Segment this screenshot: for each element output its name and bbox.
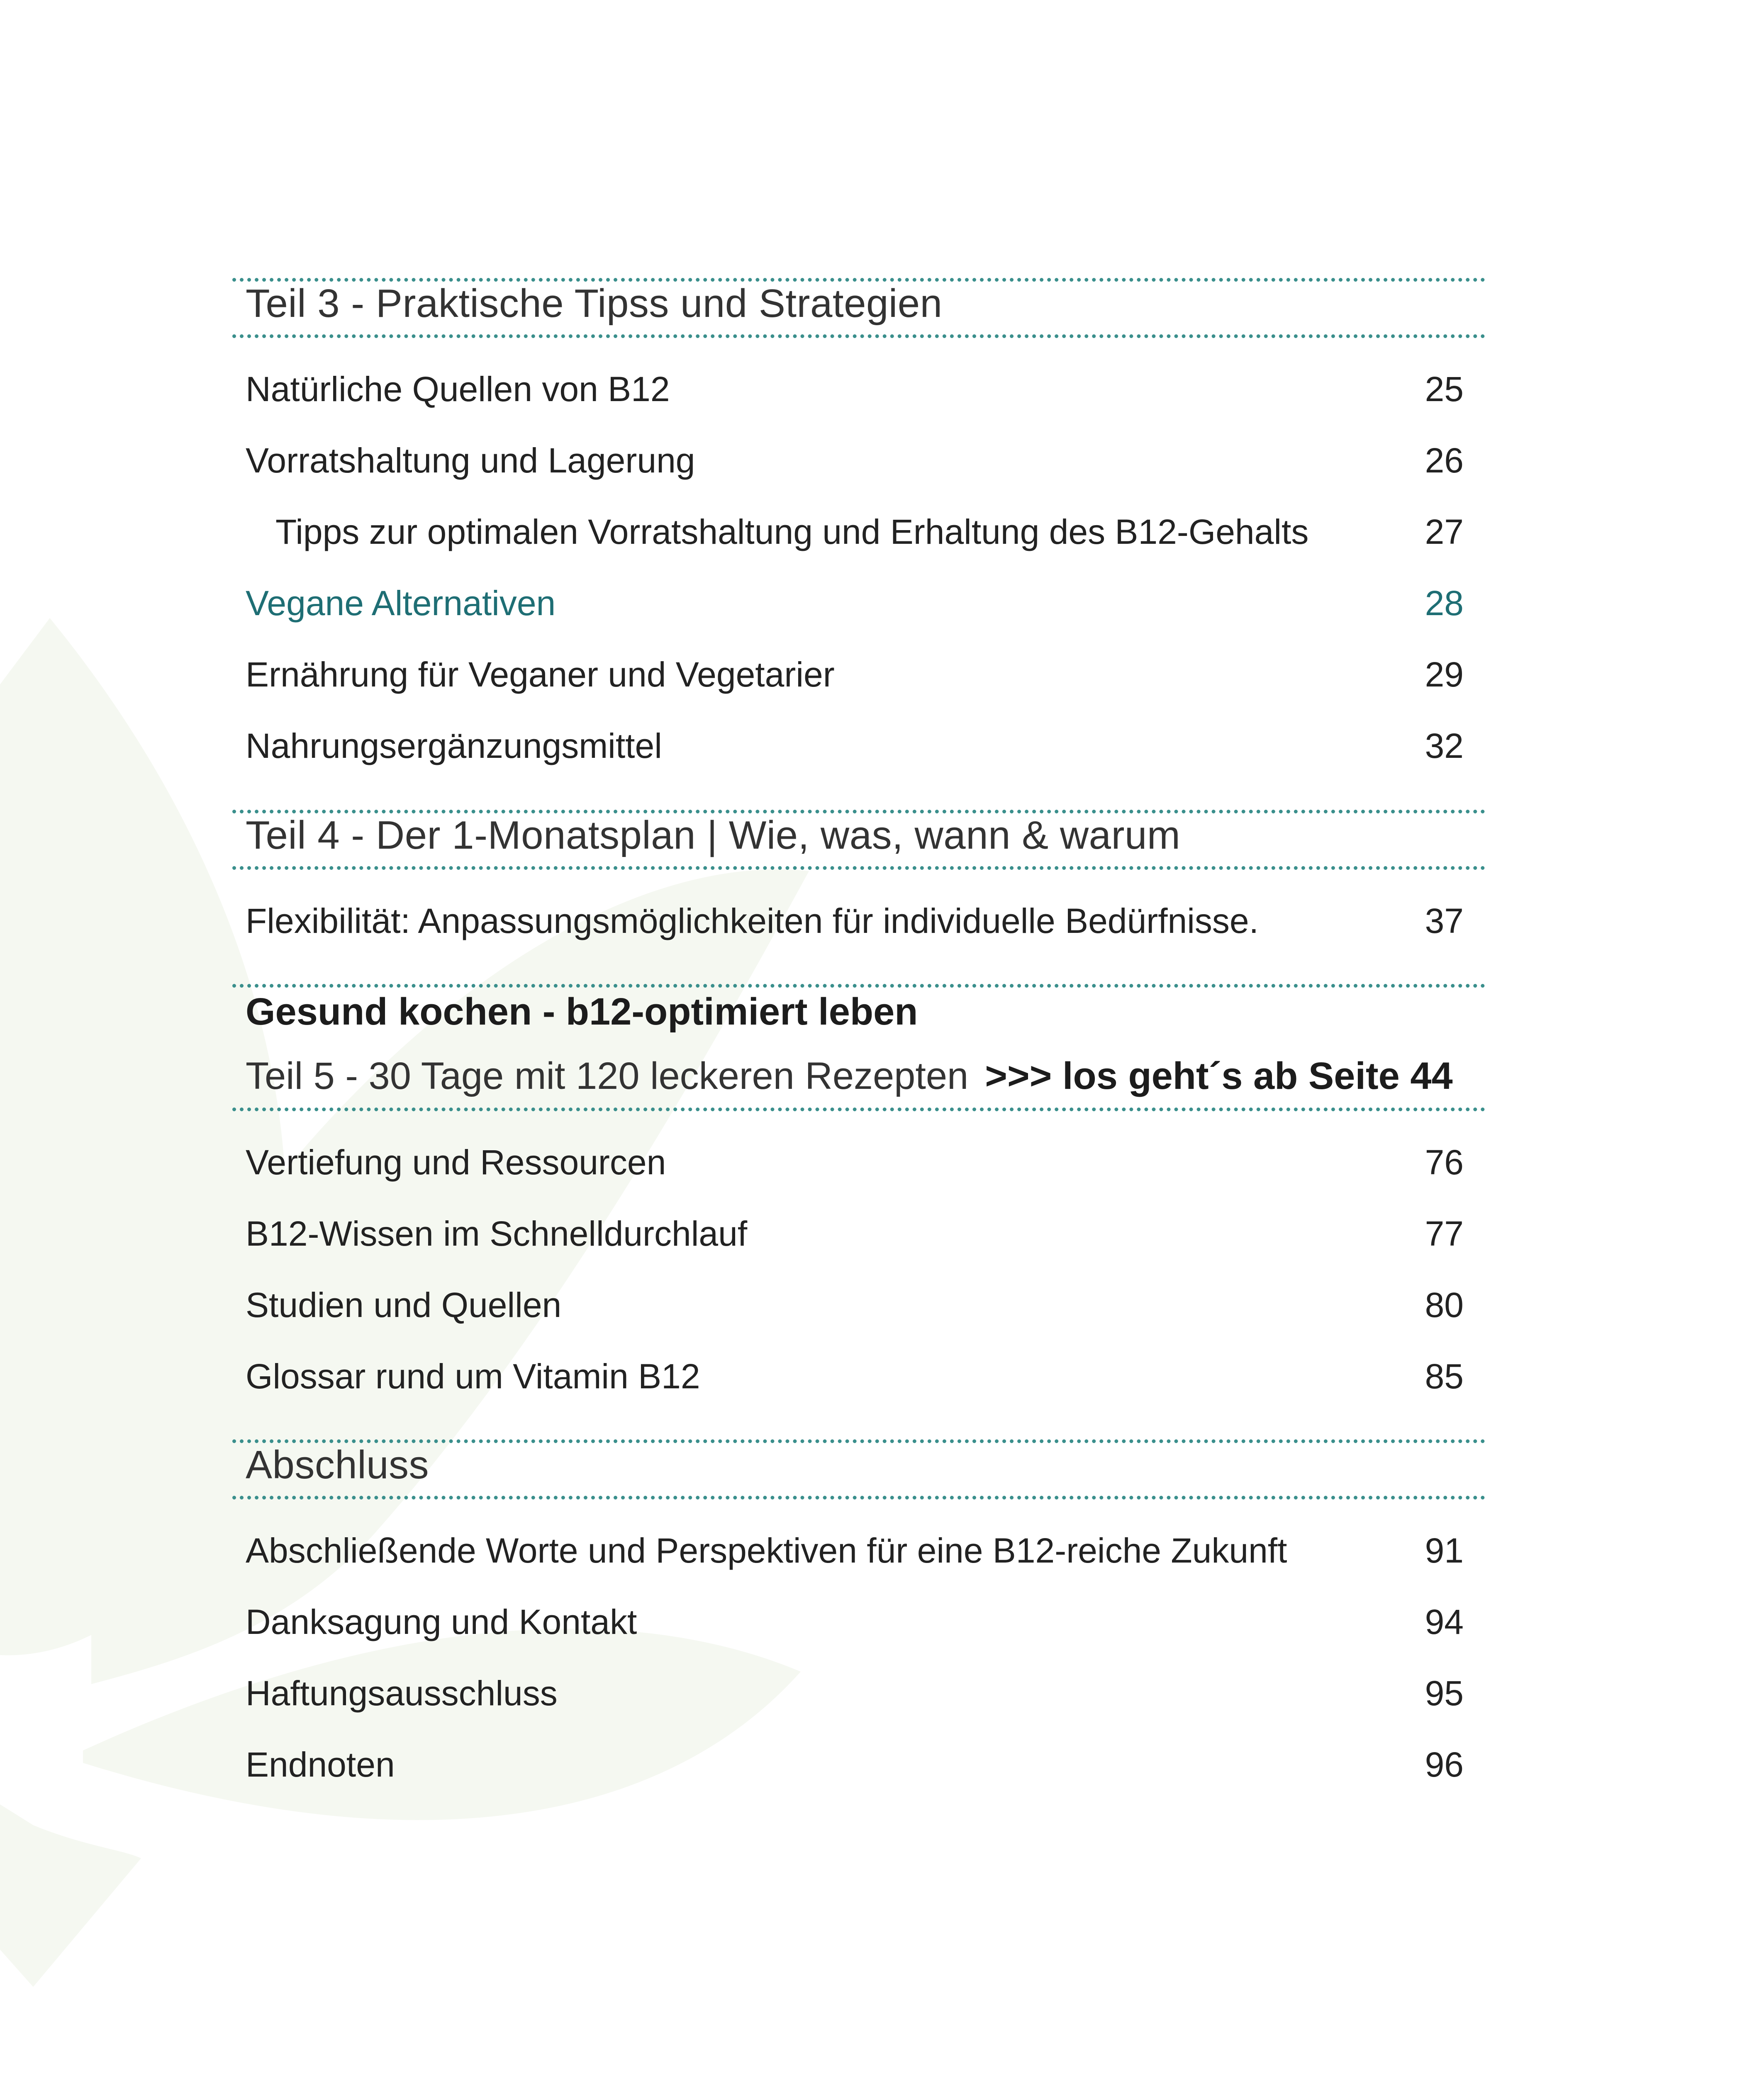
toc-entry-label: Natürliche Quellen von B12: [246, 370, 670, 409]
toc-entry-label: Vegane Alternativen: [246, 584, 556, 623]
toc-entry-label: Endnoten: [246, 1745, 395, 1784]
section-heading-abschluss: Abschluss: [246, 1443, 429, 1487]
dotted-rule: [232, 866, 1485, 870]
toc-entry-label: Studien und Quellen: [246, 1285, 562, 1324]
toc-entry-label: Abschließende Worte und Perspektiven für eine B12-reiche Zukunft: [246, 1531, 1287, 1570]
toc-entry[interactable]: [246, 443, 1464, 484]
toc-entry-page: 25: [1425, 370, 1464, 409]
toc-entry[interactable]: [246, 514, 1464, 556]
toc-entry-page: 29: [1425, 655, 1464, 694]
toc-entry-page: 28: [1425, 584, 1464, 623]
toc-entry-page: 77: [1425, 1214, 1464, 1253]
toc-entry[interactable]: [246, 1676, 1464, 1717]
toc-entry-label: Glossar rund um Vitamin B12: [246, 1357, 700, 1396]
toc-entry-label: Danksagung und Kontakt: [246, 1602, 637, 1641]
dotted-rule: [232, 1108, 1485, 1111]
toc-entry-page: 32: [1425, 726, 1464, 765]
dotted-rule: [232, 1496, 1485, 1500]
toc-entry-label: Flexibilität: Anpassungsmöglichkeiten für individuelle Bedürfnisse.: [246, 901, 1259, 940]
toc-entry-page: 80: [1425, 1285, 1464, 1324]
toc-entry[interactable]: [246, 903, 1464, 945]
toc-entry-label: Nahrungsergänzungsmittel: [246, 726, 662, 765]
toc-entry[interactable]: [246, 1359, 1464, 1400]
toc-entry[interactable]: [246, 1145, 1464, 1186]
toc-entry-page: 95: [1425, 1674, 1464, 1713]
toc-entry-page: 91: [1425, 1531, 1464, 1570]
section-heading-teil-3: Teil 3 - Praktische Tipss und Strategien: [246, 281, 943, 326]
toc-entry-label: Tipps zur optimalen Vorratshaltung und Erhaltung des B12-Gehalts: [275, 512, 1309, 551]
section-heading-teil-5: [246, 1057, 1453, 1095]
toc-entry-label: Haftungsausschluss: [246, 1674, 558, 1713]
toc-entry[interactable]: [246, 1604, 1464, 1646]
toc-entry-label: Vorratshaltung und Lagerung: [246, 441, 695, 480]
section-heading-teil-4: Teil 4 - Der 1-Monatsplan | Wie, was, wann & warum: [246, 813, 1181, 857]
toc-entry-label: Vertiefung und Ressourcen: [246, 1143, 666, 1182]
section-heading-text: Teil 5 - 30 Tage mit 120 leckeren Rezepten: [246, 1055, 969, 1097]
toc-entry-page: 94: [1425, 1602, 1464, 1641]
toc-entry[interactable]: [246, 1285, 1464, 1329]
toc-entry-page: 85: [1425, 1357, 1464, 1396]
toc-entry[interactable]: [246, 1216, 1464, 1258]
dotted-rule: [232, 984, 1485, 988]
section-bold-heading: Gesund kochen - b12-optimiert leben: [246, 991, 918, 1033]
recipes-start-link[interactable]: >>> los geht´s ab Seite 44: [985, 1055, 1453, 1097]
toc-entry[interactable]: [246, 372, 1464, 413]
toc-entry-page: 37: [1425, 901, 1464, 940]
toc-entry-page: 26: [1425, 441, 1464, 480]
toc-entry-highlighted[interactable]: [246, 586, 1464, 627]
toc-entry[interactable]: [246, 1747, 1464, 1789]
toc-entry[interactable]: [246, 657, 1464, 699]
toc-entry-page: 96: [1425, 1745, 1464, 1784]
toc-entry-page: 76: [1425, 1143, 1464, 1182]
toc-entry-label: Ernährung für Veganer und Vegetarier: [246, 655, 835, 694]
toc-entry[interactable]: [246, 728, 1464, 770]
dotted-rule: [232, 334, 1485, 338]
toc-entry-page: 27: [1425, 512, 1464, 551]
toc-entry-label: B12-Wissen im Schnelldurchlauf: [246, 1214, 748, 1253]
toc-entry[interactable]: [246, 1533, 1464, 1575]
